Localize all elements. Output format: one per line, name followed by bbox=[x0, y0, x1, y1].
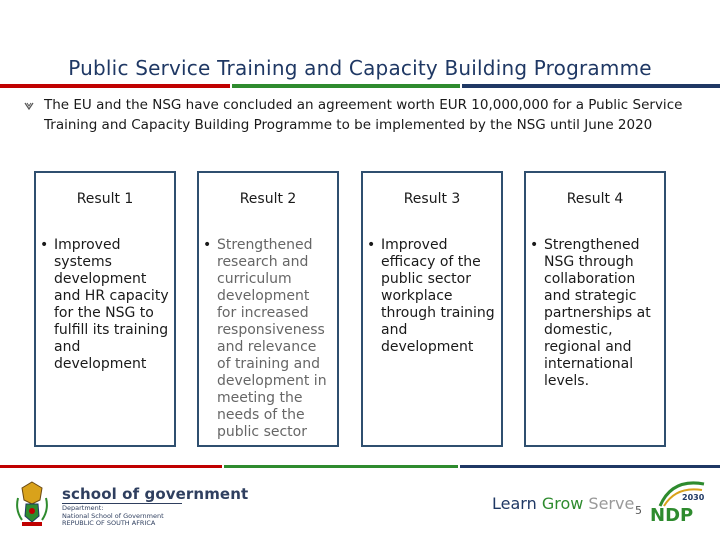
bullet-dot: • bbox=[203, 237, 212, 253]
result-box-4 bbox=[524, 171, 666, 447]
result-body bbox=[203, 237, 333, 441]
ndp-text: NDP bbox=[650, 505, 694, 524]
tagline-serve: Serve bbox=[588, 494, 635, 513]
bullet-dot: • bbox=[40, 237, 49, 253]
logo-sub-line: REPUBLIC OF SOUTH AFRICA bbox=[62, 519, 156, 527]
top-rule-blue bbox=[462, 84, 720, 88]
footer-tagline bbox=[492, 494, 634, 513]
result-box-2 bbox=[197, 171, 339, 447]
bottom-rule-blue bbox=[460, 465, 720, 468]
result-text: Improved efficacy of the public sector workplace through training and development bbox=[381, 237, 495, 355]
result-heading: Result 4 bbox=[566, 191, 624, 207]
top-rule-red bbox=[0, 84, 230, 88]
school-logo-text: school of government bbox=[62, 485, 249, 503]
school-logo-subtext bbox=[62, 505, 164, 528]
logo-sub-line: Department: bbox=[62, 504, 104, 512]
arrow-bullet-icon bbox=[24, 101, 34, 111]
ndp-year: 2030 bbox=[682, 493, 705, 502]
result-body bbox=[367, 237, 497, 356]
result-box-3 bbox=[361, 171, 503, 447]
result-heading: Result 2 bbox=[239, 191, 297, 207]
result-heading: Result 3 bbox=[403, 191, 461, 207]
intro-paragraph: The EU and the NSG have concluded an agreement worth EUR 10,000,000 for a Public Service Training and Capacity Building Programme to be implemented by the NSG until June 2020 bbox=[44, 97, 683, 133]
result-text: Strengthened research and curriculum development for increased responsiveness and relevance of training and development in meeting the needs of the public sector bbox=[217, 237, 327, 440]
result-body bbox=[40, 237, 170, 373]
result-heading: Result 1 bbox=[76, 191, 134, 207]
page-number: 5 bbox=[635, 504, 642, 517]
bullet-dot: • bbox=[530, 237, 539, 253]
bottom-rule-red bbox=[0, 465, 222, 468]
bottom-rule-green bbox=[224, 465, 458, 468]
ndp-logo-icon bbox=[642, 476, 712, 524]
result-text: Strengthened NSG through collaboration and strategic partnerships at domestic, regional and international levels. bbox=[544, 237, 651, 389]
coat-of-arms-icon bbox=[12, 478, 52, 528]
result-body bbox=[530, 237, 660, 390]
result-text: Improved systems development and HR capacity for the NSG to fulfill its training and development bbox=[54, 237, 169, 372]
top-rule-green bbox=[232, 84, 460, 88]
bullet-dot: • bbox=[367, 237, 376, 253]
result-box-1 bbox=[34, 171, 176, 447]
logo-sub-line: National School of Government bbox=[62, 511, 164, 520]
tagline-grow: Grow bbox=[541, 494, 584, 513]
tagline-learn: Learn bbox=[492, 494, 537, 513]
slide-title: Public Service Training and Capacity Building Programme bbox=[68, 56, 652, 80]
